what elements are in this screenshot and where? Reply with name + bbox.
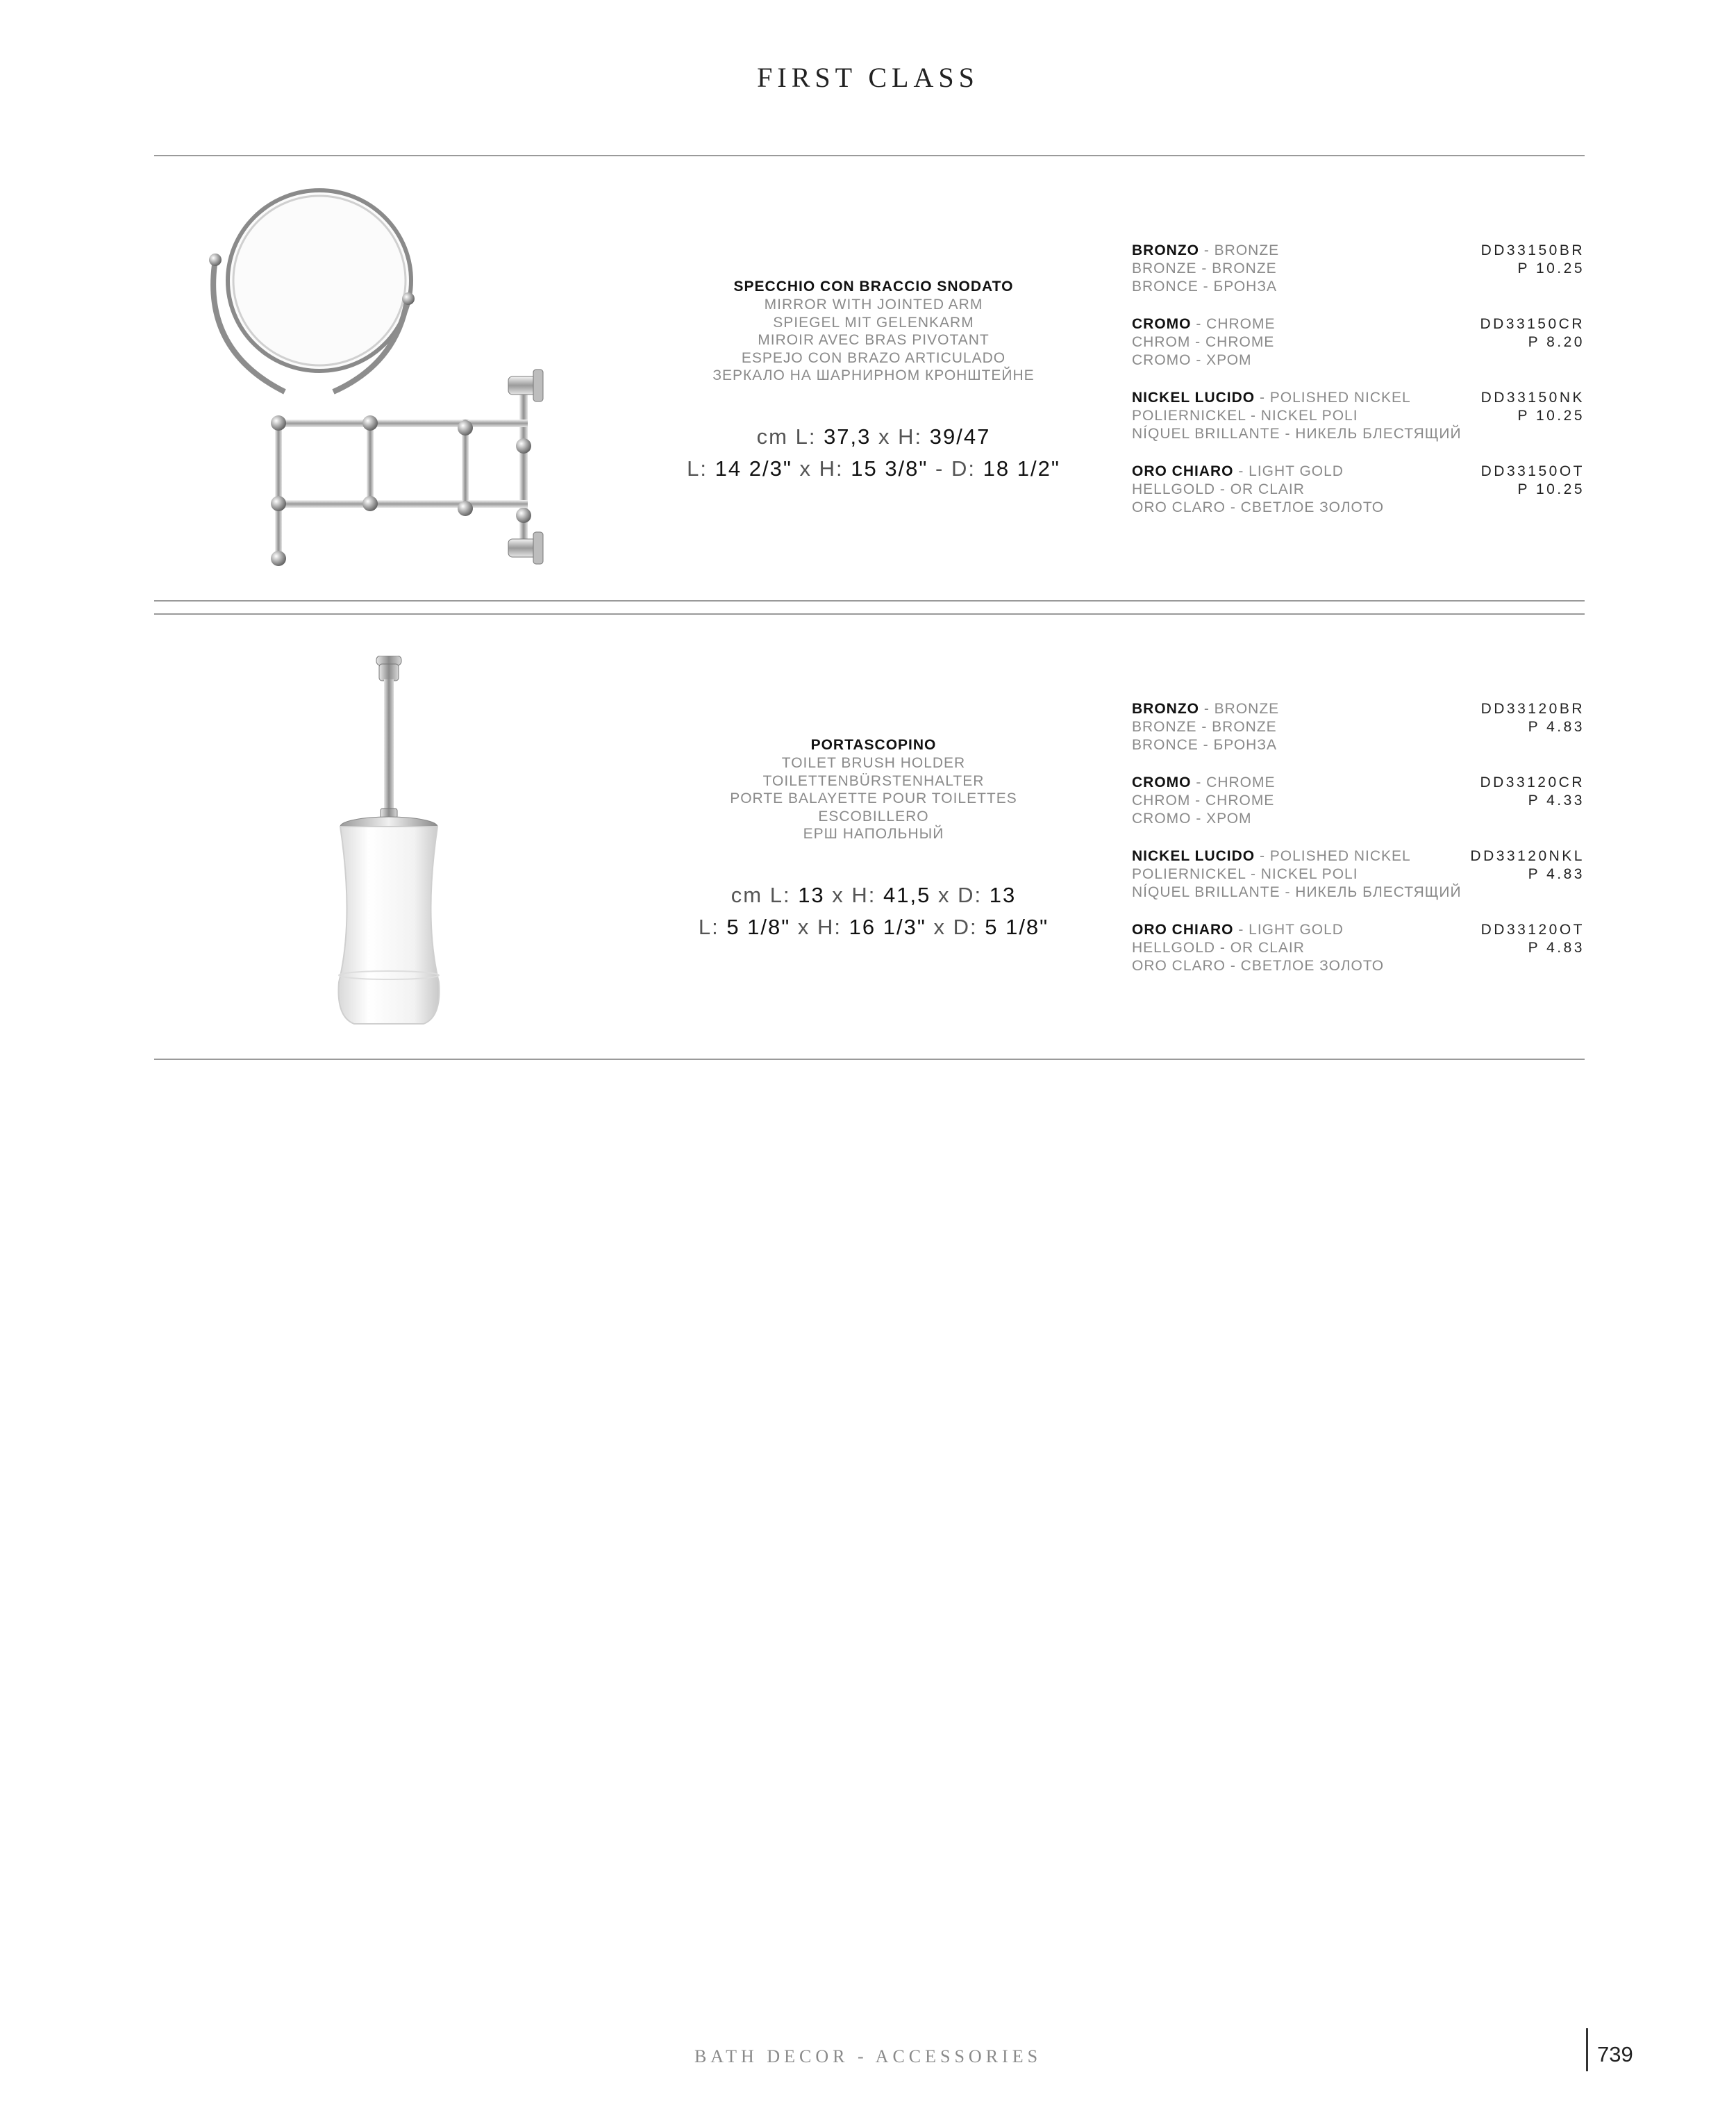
variant-row: BRONZO - BRONZE BRONZE - BRONZE BRONCE - БРОНЗА DD33120BR P 4.83 <box>1132 701 1585 753</box>
toilet-brush-holder-image <box>319 656 458 1031</box>
product-code: DD33150CR <box>1480 316 1585 332</box>
product-code: DD33120OT <box>1480 922 1585 938</box>
dimensions-inch: L: 14 2/3" x H: 15 3/8" - D: 18 1/2" <box>687 456 1060 481</box>
product-description <box>658 736 1089 943</box>
product-code: DD33150NK <box>1480 390 1585 406</box>
price: P 4.83 <box>1528 719 1585 735</box>
translation-fr: PORTE BALAYETTE POUR TOILETTES <box>730 790 1017 806</box>
product-name: PORTASCOPINO <box>810 737 937 753</box>
variant-row: NICKEL LUCIDO - POLISHED NICKEL POLIERNICKEL - NICKEL POLI NÍQUEL BRILLANTE - НИКЕЛЬ БЛЕСТЯЩИЙ DD33150NK P 10.25 <box>1132 390 1585 442</box>
product-code: DD33120CR <box>1480 774 1585 790</box>
mirror-jointed-arm-image <box>187 183 618 572</box>
product-code: DD33120BR <box>1480 701 1585 717</box>
variant-row: ORO CHIARO - LIGHT GOLD HELLGOLD - OR CLAIR ORO CLARO - СВЕТЛОЕ ЗОЛОТО DD33120OT P 4.83 <box>1132 922 1585 974</box>
variant-row: CROMO - CHROME CHROM - CHROME CROMO - ХРОМ DD33150CR P 8.20 <box>1132 316 1585 368</box>
dimensions-inch: L: 5 1/8" x H: 16 1/3" x D: 5 1/8" <box>698 914 1049 939</box>
dimensions <box>658 879 1089 943</box>
translation-ru: ЗЕРКАЛО НА ШАРНИРНОМ КРОНШТЕЙНЕ <box>712 367 1035 383</box>
price: P 10.25 <box>1517 260 1585 276</box>
translation-en: TOILET BRUSH HOLDER <box>781 755 966 771</box>
page-title: FIRST CLASS <box>757 62 979 93</box>
variant-row: CROMO - CHROME CHROM - CHROME CROMO - ХРОМ DD33120CR P 4.33 <box>1132 774 1585 827</box>
translation-en: MIRROR WITH JOINTED ARM <box>764 297 983 313</box>
variant-row: NICKEL LUCIDO - POLISHED NICKEL POLIERNICKEL - NICKEL POLI NÍQUEL BRILLANTE - НИКЕЛЬ БЛЕСТЯЩИЙ DD33120NKL P 4.83 <box>1132 848 1585 900</box>
variant-list <box>1132 242 1585 536</box>
price: P 4.83 <box>1528 866 1585 882</box>
translation-de: SPIEGEL MIT GELENKARM <box>773 314 974 331</box>
bottom-divider <box>154 1059 1585 1060</box>
translation-es: ESCOBILLERO <box>818 808 929 824</box>
price: P 4.33 <box>1528 793 1585 809</box>
price: P 10.25 <box>1517 481 1585 497</box>
translation-ru: ЕРШ НАПОЛЬНЫЙ <box>803 826 944 842</box>
price: P 8.20 <box>1528 334 1585 350</box>
page-number: 739 <box>1597 2042 1633 2066</box>
dimensions <box>658 421 1089 485</box>
dimensions-cm: cm L: 13 x H: 41,5 x D: 13 <box>731 882 1017 907</box>
product-code: DD33150BR <box>1480 242 1585 258</box>
variant-list <box>1132 700 1585 995</box>
price: P 10.25 <box>1517 408 1585 424</box>
product-description <box>658 278 1089 485</box>
translation-de: TOILETTENBÜRSTENHALTER <box>762 772 985 789</box>
translation-es: ESPEJO CON BRAZO ARTICULADO <box>741 349 1006 366</box>
variant-row: BRONZO - BRONZE BRONZE - BRONZE BRONCE - БРОНЗА DD33150BR P 10.25 <box>1132 242 1585 295</box>
section-divider <box>154 600 1585 602</box>
translation-fr: MIROIR AVEC BRAS PIVOTANT <box>758 332 990 348</box>
dimensions-cm: cm L: 37,3 x H: 39/47 <box>756 424 991 449</box>
price: P 4.83 <box>1528 940 1585 956</box>
product-name: SPECCHIO CON BRACCIO SNODATO <box>733 279 1014 295</box>
footer-section-title: BATH DECOR - ACCESSORIES <box>694 2046 1042 2066</box>
product-code: DD33120NKL <box>1470 848 1585 864</box>
variant-row: ORO CHIARO - LIGHT GOLD HELLGOLD - OR CLAIR ORO CLARO - СВЕТЛОЕ ЗОЛОТО DD33150OT P 10.25 <box>1132 463 1585 515</box>
product-mirror <box>154 156 1585 600</box>
product-code: DD33150OT <box>1480 463 1585 479</box>
footer-separator <box>1586 2028 1588 2071</box>
product-toilet-brush-holder <box>154 614 1585 1059</box>
